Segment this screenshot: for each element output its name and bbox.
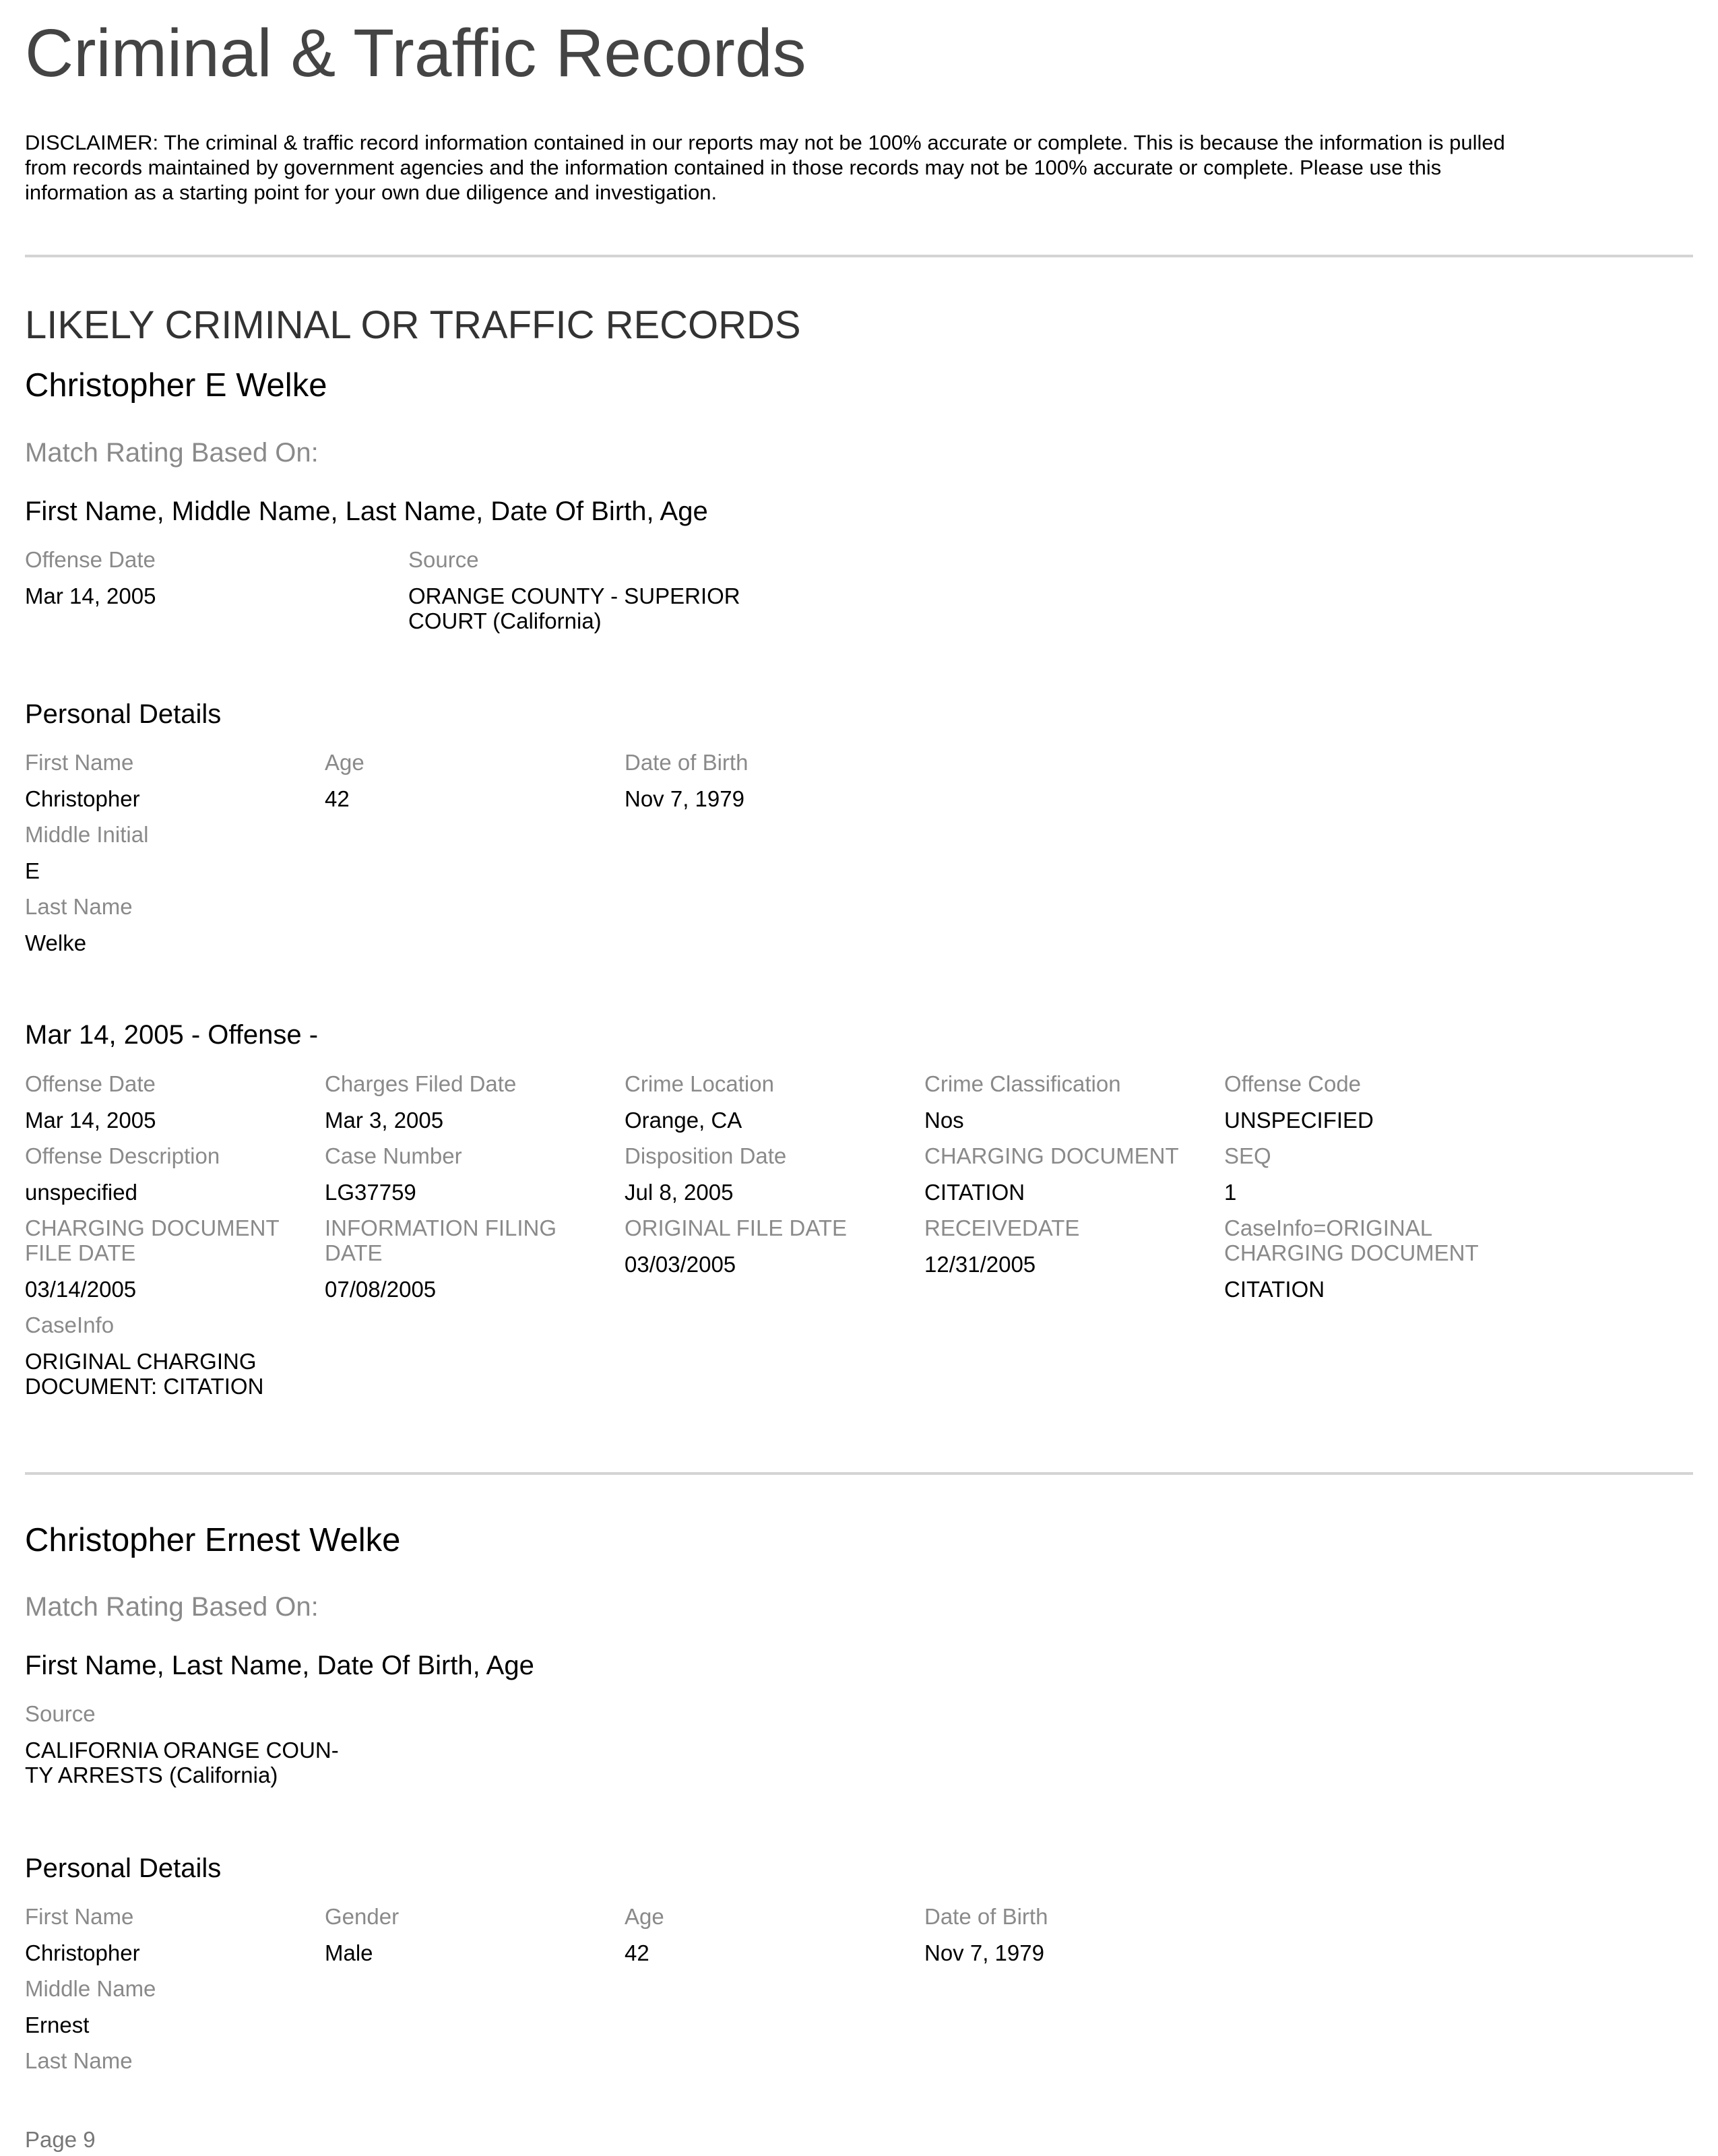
- crime-classification-value: Nos: [924, 1108, 964, 1133]
- age-label: Age: [325, 750, 364, 775]
- divider: [25, 255, 1693, 257]
- information-filing-date-value: 07/08/2005: [325, 1277, 437, 1302]
- disclaimer-line: information as a starting point for your own due diligence and investigation.: [25, 181, 718, 204]
- disclaimer-line: from records maintained by government agencies and the information contained in those records may not be 100% accurate or complete. Please use this: [25, 156, 1442, 179]
- divider: [25, 1472, 1693, 1475]
- disposition-date-value: Jul 8, 2005: [625, 1180, 734, 1205]
- match-rating-value: First Name, Last Name, Date Of Birth, Age: [25, 1651, 534, 1680]
- charges-filed-date-label: Charges Filed Date: [325, 1071, 517, 1096]
- receivedate-value: 12/31/2005: [924, 1252, 1036, 1277]
- middle-name-label: Middle Name: [25, 1976, 156, 2001]
- record-name: Christopher E Welke: [25, 367, 327, 404]
- dob-value: Nov 7, 1979: [924, 1940, 1044, 1965]
- middle-name-value: Ernest: [25, 2012, 90, 2037]
- age-label: Age: [625, 1904, 664, 1929]
- last-name-value: Welke: [25, 930, 87, 955]
- crime-classification-label: Crime Classification: [924, 1071, 1121, 1096]
- last-name-label: Last Name: [25, 2048, 133, 2073]
- match-rating-value: First Name, Middle Name, Last Name, Date Of Birth, Age: [25, 497, 708, 526]
- first-name-label: First Name: [25, 1904, 134, 1929]
- label-line: CHARGING DOCUMENT: [1224, 1240, 1479, 1265]
- disposition-date-label: Disposition Date: [625, 1143, 787, 1168]
- value-line: ORIGINAL CHARGING: [25, 1349, 257, 1374]
- personal-details-title: Personal Details: [25, 699, 222, 729]
- personal-details-title: Personal Details: [25, 1853, 222, 1883]
- crime-location-value: Orange, CA: [625, 1108, 742, 1133]
- source-line: ORANGE COUNTY - SUPERIOR: [408, 583, 740, 608]
- age-value: 42: [325, 786, 350, 811]
- charges-filed-date-value: Mar 3, 2005: [325, 1108, 444, 1133]
- charging-document-label: CHARGING DOCUMENT: [924, 1143, 1179, 1168]
- source-value: [25, 1738, 339, 1787]
- disclaimer: [25, 130, 1696, 205]
- offense-date-value: Mar 14, 2005: [25, 583, 156, 608]
- offense-date-label: Offense Date: [25, 1071, 156, 1096]
- dob-label: Date of Birth: [625, 750, 749, 775]
- charging-document-file-date-value: 03/14/2005: [25, 1277, 137, 1302]
- seq-label: SEQ: [1224, 1143, 1271, 1168]
- first-name-value: Christopher: [25, 1940, 140, 1965]
- offense-title: Mar 14, 2005 - Offense -: [25, 1020, 319, 1050]
- first-name-value: Christopher: [25, 786, 140, 811]
- case-number-value: LG37759: [325, 1180, 416, 1205]
- seq-value: 1: [1224, 1180, 1237, 1205]
- dob-label: Date of Birth: [924, 1904, 1048, 1929]
- crime-location-label: Crime Location: [625, 1071, 774, 1096]
- source-label: Source: [25, 1701, 96, 1726]
- offense-code-value: UNSPECIFIED: [1224, 1108, 1374, 1133]
- value-line: DOCUMENT: CITATION: [25, 1374, 264, 1399]
- label-line: DATE: [325, 1240, 383, 1265]
- offense-code-label: Offense Code: [1224, 1071, 1362, 1096]
- middle-initial-value: E: [25, 858, 40, 883]
- caseinfo-label: CaseInfo: [25, 1312, 115, 1337]
- original-file-date-label: ORIGINAL FILE DATE: [625, 1215, 848, 1240]
- offense-date-label: Offense Date: [25, 547, 156, 572]
- offense-description-label: Offense Description: [25, 1143, 220, 1168]
- disclaimer-line: DISCLAIMER: The criminal & traffic record information contained in our reports may not be 100% accurate or complete. This is because the information is pulled: [25, 131, 1505, 154]
- page-title: Criminal & Traffic Records: [25, 15, 806, 91]
- record-name: Christopher Ernest Welke: [25, 1522, 401, 1558]
- caseinfo-original-value: CITATION: [1224, 1277, 1325, 1302]
- charging-document-file-date-label: [25, 1215, 280, 1265]
- information-filing-date-label: [325, 1215, 556, 1265]
- age-value: 42: [625, 1940, 649, 1965]
- gender-value: Male: [325, 1940, 373, 1965]
- caseinfo-original-label: [1224, 1215, 1479, 1265]
- match-rating-label: Match Rating Based On:: [25, 438, 319, 468]
- source-value: [408, 583, 740, 633]
- original-file-date-value: 03/03/2005: [625, 1252, 736, 1277]
- offense-date-value: Mar 14, 2005: [25, 1108, 156, 1133]
- first-name-label: First Name: [25, 750, 134, 775]
- charging-document-value: CITATION: [924, 1180, 1025, 1205]
- middle-initial-label: Middle Initial: [25, 822, 149, 847]
- label-line: CaseInfo=ORIGINAL: [1224, 1215, 1433, 1240]
- dob-value: Nov 7, 1979: [625, 786, 744, 811]
- source-line: CALIFORNIA ORANGE COUN-: [25, 1738, 339, 1763]
- receivedate-label: RECEIVEDATE: [924, 1215, 1080, 1240]
- label-line: FILE DATE: [25, 1240, 136, 1265]
- gender-label: Gender: [325, 1904, 400, 1929]
- last-name-label: Last Name: [25, 894, 133, 919]
- source-line: TY ARRESTS (California): [25, 1763, 278, 1787]
- page-number: Page 9: [25, 2127, 96, 2152]
- offense-description-value: unspecified: [25, 1180, 137, 1205]
- case-number-label: Case Number: [325, 1143, 462, 1168]
- label-line: INFORMATION FILING: [325, 1215, 557, 1240]
- source-label: Source: [408, 547, 479, 572]
- caseinfo-value: [25, 1349, 263, 1399]
- label-line: CHARGING DOCUMENT: [25, 1215, 280, 1240]
- source-line: COURT (California): [408, 608, 602, 633]
- section-title: LIKELY CRIMINAL OR TRAFFIC RECORDS: [25, 303, 801, 347]
- match-rating-label: Match Rating Based On:: [25, 1592, 319, 1622]
